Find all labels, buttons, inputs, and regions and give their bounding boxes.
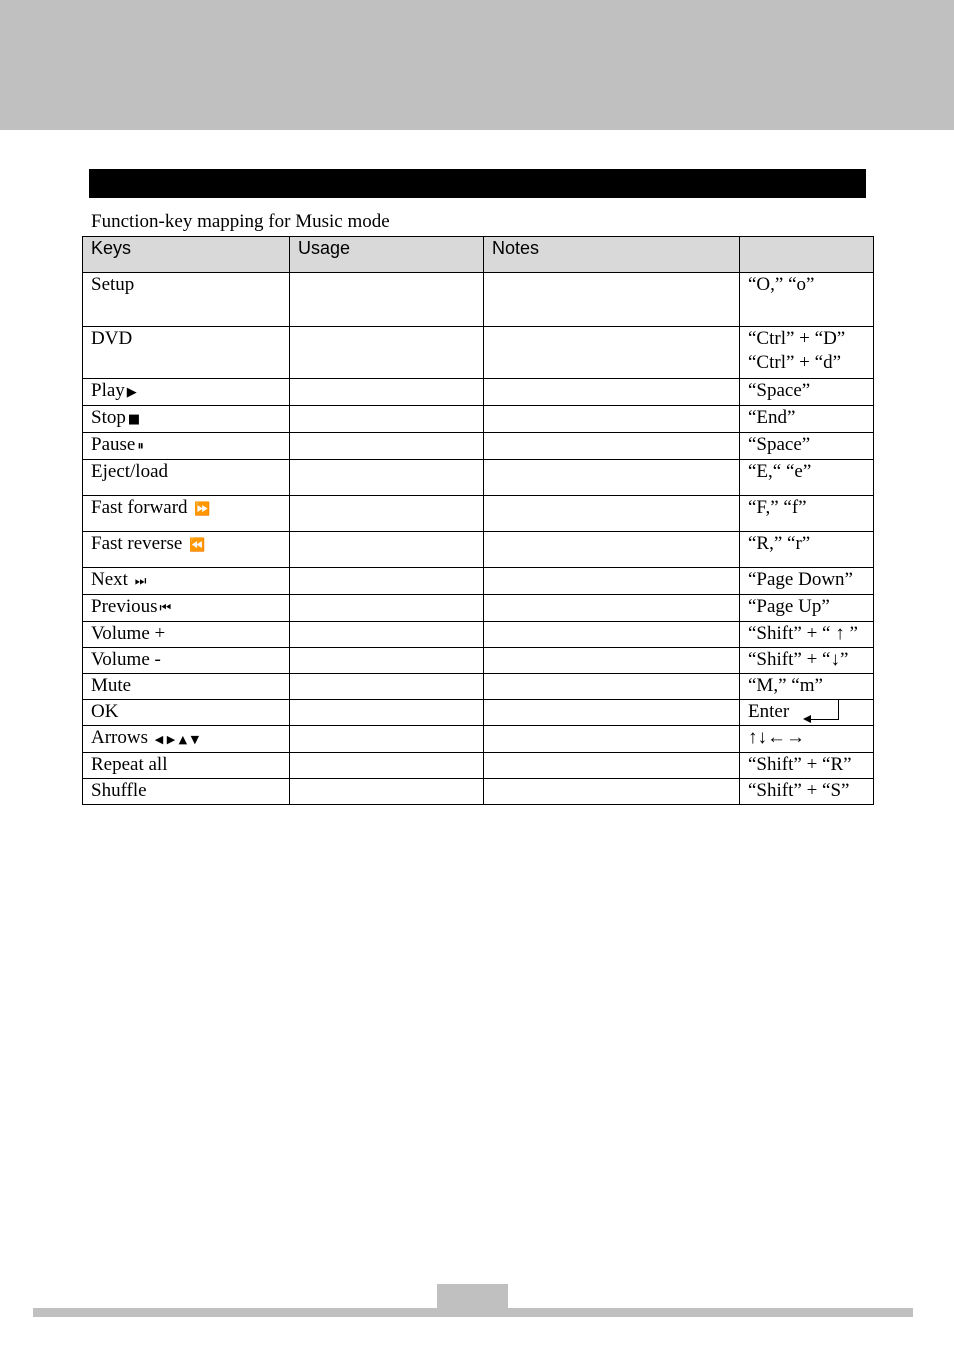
keyboard-cell: “R,” “r” <box>740 532 874 568</box>
table-row <box>83 433 874 460</box>
keyboard-cell: “Page Down” <box>740 568 874 595</box>
table-row <box>83 674 874 700</box>
key-cell: Arrows ◀ ▶ ▲ ▼ <box>83 726 290 753</box>
table-row <box>83 753 874 779</box>
usage-cell <box>290 496 484 532</box>
key-cell: Eject/load <box>83 460 290 496</box>
keyboard-cell: “End” <box>740 406 874 433</box>
usage-cell <box>290 595 484 622</box>
key-cell: OK <box>83 700 290 726</box>
notes-cell <box>484 753 740 779</box>
header-notes: Notes <box>484 237 740 273</box>
usage-cell <box>290 532 484 568</box>
keyboard-cell: “E,“ “e” <box>740 460 874 496</box>
keyboard-cell: “Shift” + “R” <box>740 753 874 779</box>
table-header-row <box>83 237 874 273</box>
key-cell: Setup <box>83 273 290 327</box>
notes-cell <box>484 532 740 568</box>
header-keys: Keys <box>83 237 290 273</box>
keyboard-cell: “M,” “m” <box>740 674 874 700</box>
fast-reverse-icon: ⏪ <box>189 538 206 553</box>
header-keyboard <box>740 237 874 273</box>
notes-cell <box>484 496 740 532</box>
key-cell: Repeat all <box>83 753 290 779</box>
keyboard-cell: “F,” “f” <box>740 496 874 532</box>
table-row <box>83 568 874 595</box>
notes-cell <box>484 674 740 700</box>
key-cell: Play ▶ <box>83 379 290 406</box>
notes-cell <box>484 648 740 674</box>
usage-cell <box>290 779 484 805</box>
keyboard-cell: ↑↓←→ <box>740 726 874 753</box>
usage-cell <box>290 726 484 753</box>
notes-cell <box>484 273 740 327</box>
key-cell: Stop ■ <box>83 406 290 433</box>
header-usage: Usage <box>290 237 484 273</box>
keyboard-cell: “Ctrl” + “D” “Ctrl” + “d” <box>740 327 874 379</box>
notes-cell <box>484 433 740 460</box>
next-track-icon: ⏭ <box>134 574 147 589</box>
enter-return-icon <box>803 700 839 722</box>
notes-cell <box>484 406 740 433</box>
stop-icon: ■ <box>127 412 141 427</box>
notes-cell <box>484 379 740 406</box>
keyboard-cell: “Page Up” <box>740 595 874 622</box>
notes-cell <box>484 595 740 622</box>
usage-cell <box>290 460 484 496</box>
table-row <box>83 779 874 805</box>
usage-cell <box>290 406 484 433</box>
table-row <box>83 273 874 327</box>
key-cell: Fast reverse ⏪ <box>83 532 290 568</box>
notes-cell <box>484 726 740 753</box>
usage-cell <box>290 273 484 327</box>
table-row <box>83 700 874 726</box>
keyboard-cell: Enter <box>740 700 874 726</box>
table-row <box>83 379 874 406</box>
table-row <box>83 460 874 496</box>
key-cell: DVD <box>83 327 290 379</box>
footer-rule <box>33 1308 913 1317</box>
arrow-keys-icon: ◀ ▶ ▲ ▼ <box>154 733 200 746</box>
usage-cell <box>290 648 484 674</box>
key-cell: Fast forward ⏩ <box>83 496 290 532</box>
notes-cell <box>484 622 740 648</box>
previous-track-icon: ⏮ <box>159 601 172 616</box>
table-row <box>83 648 874 674</box>
table-row <box>83 532 874 568</box>
table-row <box>83 595 874 622</box>
top-header-band <box>0 0 954 130</box>
table-row <box>83 496 874 532</box>
keyboard-cell: “Shift” + “↓” <box>740 648 874 674</box>
usage-cell <box>290 674 484 700</box>
usage-cell <box>290 327 484 379</box>
key-cell: Volume + <box>83 622 290 648</box>
play-icon: ▶ <box>126 385 137 400</box>
function-key-table <box>82 236 874 805</box>
keyboard-cell: “Shift” + “S” <box>740 779 874 805</box>
table-row <box>83 327 874 379</box>
notes-cell <box>484 460 740 496</box>
keyboard-cell: “Space” <box>740 433 874 460</box>
key-cell: Mute <box>83 674 290 700</box>
table-row <box>83 726 874 753</box>
keyboard-cell: “O,” “o” <box>740 273 874 327</box>
notes-cell <box>484 700 740 726</box>
pause-icon: ⏸ <box>137 439 144 454</box>
usage-cell <box>290 568 484 595</box>
usage-cell <box>290 700 484 726</box>
usage-cell <box>290 753 484 779</box>
key-cell: Volume - <box>83 648 290 674</box>
page-number-tab <box>437 1284 508 1309</box>
fast-forward-icon: ⏩ <box>194 502 211 517</box>
keyboard-cell: “Space” <box>740 379 874 406</box>
key-cell: Pause ⏸ <box>83 433 290 460</box>
section-title-bar <box>89 169 866 198</box>
notes-cell <box>484 327 740 379</box>
notes-cell <box>484 568 740 595</box>
key-cell: Next ⏭ <box>83 568 290 595</box>
table-caption: Function-key mapping for Music mode <box>91 211 390 232</box>
usage-cell <box>290 622 484 648</box>
keyboard-cell: “Shift” + “ ↑ ” <box>740 622 874 648</box>
usage-cell <box>290 433 484 460</box>
key-cell: Shuffle <box>83 779 290 805</box>
usage-cell <box>290 379 484 406</box>
notes-cell <box>484 779 740 805</box>
table-row <box>83 622 874 648</box>
table-row <box>83 406 874 433</box>
key-cell: Previous ⏮ <box>83 595 290 622</box>
